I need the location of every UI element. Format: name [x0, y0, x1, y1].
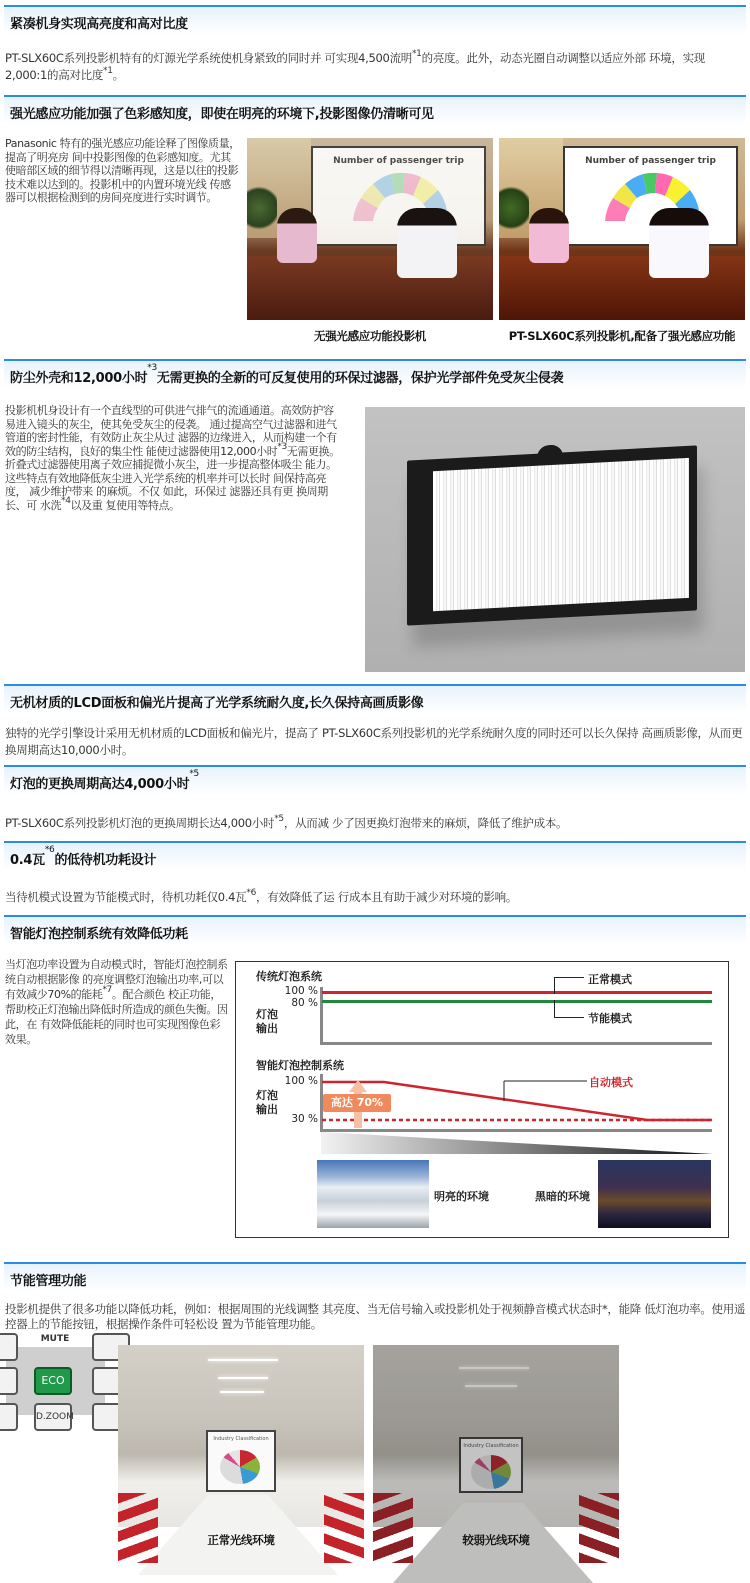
image-caption: 正常光线环境	[207, 1533, 275, 1547]
reduction-badge: 高达 70%	[323, 1094, 391, 1112]
section-header-standby	[4, 841, 746, 871]
meeting-photo-without-daylight-view: Number of passenger trip	[247, 138, 493, 320]
section-title: 紧凑机身实现高亮度和高对比度	[10, 17, 188, 32]
bright-environment-photo	[317, 1160, 429, 1228]
section-title: 0.4瓦$^{*6}$的低待机功耗设计	[10, 845, 157, 868]
air-filter-photo	[365, 407, 745, 672]
room-photo-dim-light: Industry Classification	[373, 1345, 619, 1527]
section-title: 强光感应功能加强了色彩感知度，即使在明亮的环境下,投影图像仍清晰可见	[10, 107, 434, 122]
section-paragraph-standby: 当待机模式设置为节能模式时，待机功耗仅0.4瓦$^{*6}$，有效降低了运 行成本且有助于减少对环境的影响。	[5, 888, 517, 904]
series-normal-mode	[322, 991, 712, 994]
chart-panel-title: 智能灯泡控制系统	[256, 1059, 344, 1072]
remote-control-photo: MUTE ECO D.ZOOM	[6, 1347, 105, 1415]
section-paragraph-lcd: 独特的光学引擎设计采用无机材质的LCD面板和偏光片，提高了 PT-SLX60C系列投影机的光学系统耐久度的同时还可以长久保持 高画质影像，从而更换周期高达10,000小时。	[5, 726, 743, 757]
section-paragraph-daylight: Panasonic 特有的强光感应功能诠释了图像质量，提高了明亮房 间中投影图像的色彩感知度。尤其使暗部区域的细节得以清晰再现，这是以往的投影技术难以达到的。投影机中的内置环境光线 传感器可以根据检测到的房间亮度进行实时调节。	[5, 137, 240, 204]
image-caption: 无强光感应功能投影机	[314, 329, 426, 343]
section-title: 无机材质的LCD面板和偏光片提高了光学系统耐久度,长久保持高画质影像	[10, 696, 424, 711]
section-title: 防尘外壳和12,000小时$^{*3}$无需更换的全新的可反复使用的环保过滤器，保护光学部件免受灰尘侵袭	[10, 363, 564, 386]
y-axis-label: 灯泡输出	[256, 1089, 278, 1116]
meeting-photo-with-daylight-view: Number of passenger trip	[499, 138, 745, 320]
section-paragraph-lamp: PT-SLX60C系列投影机灯泡的更换周期长达4,000小时$^{*5}$，从而减 少了因更换灯泡带来的麻烦，降低了维护成本。	[5, 814, 568, 830]
image-caption: 较弱光线环境	[462, 1533, 530, 1547]
section-header-daylight	[4, 95, 746, 125]
legend-auto-mode: 自动模式	[589, 1076, 633, 1089]
section-paragraph-eco: 投影机提供了很多功能以降低功耗，例如：根据周围的光线调整 其亮度、当无信号输入或投影机处于视频静音模式状态时*，能降 低灯泡功率。使用遥控器上的节能按钮，根据操作条件可轻松设 置为节能管理功能。	[5, 1302, 746, 1331]
section-title: 灯泡的更换周期高达4,000小时$^{*5}$	[10, 769, 199, 792]
section-paragraph-smart-lamp: 当灯泡功率设置为自动模式时，智能灯泡控制系统自动根据影像 的亮度调整灯泡输出功率,可以有效减少70%的能耗$^{*7}$。配合颜色 校正功能，帮助校正灯泡输出降低时所造成的颜色失衡。因此，在 有效降低能耗的同时也可实现图像色彩效果。	[5, 958, 228, 1046]
section-title: 节能管理功能	[10, 1274, 87, 1289]
legend-normal-mode: 正常模式	[588, 973, 632, 986]
chart-panel-title: 传统灯泡系统	[256, 970, 322, 983]
dark-environment-photo	[598, 1160, 711, 1228]
bright-environment-label: 明亮的环境	[434, 1190, 489, 1203]
section-paragraph-compact: PT-SLX60C系列投影机特有的灯源光学系统使机身紧致的同时并 可实现4,500流明$^{*1}$的亮度。此外，动态光圈自动调整以适应外部 环境，实现2,000:1的高对比度$^{*1}$。	[5, 49, 705, 82]
dark-environment-label: 黑暗的环境	[535, 1190, 590, 1203]
section-title: 智能灯泡控制系统有效降低功耗	[10, 927, 188, 942]
brightness-gradient	[321, 1132, 713, 1154]
series-eco-mode	[322, 1000, 712, 1003]
section-header-eco	[4, 1262, 746, 1292]
section-header-filter	[4, 359, 746, 389]
legend-eco-mode: 节能模式	[588, 1012, 632, 1025]
section-header-lamp	[4, 765, 746, 795]
section-header-compact	[4, 5, 746, 35]
section-header-lcd	[4, 684, 746, 714]
section-header-smart-lamp	[4, 915, 746, 945]
y-axis-label: 灯泡输出	[256, 1008, 278, 1035]
image-caption: PT-SLX60C系列投影机,配备了强光感应功能	[508, 329, 736, 343]
section-paragraph-filter: 投影机机身设计有一个直线型的可供进气排气的流通通道。高效防护容易进入镜头的灰尘，使其免受灰尘的侵袭。 通过提高空气过滤器和进气管道的密封性能，有效防止灰尘从过 滤器的边缘进入，从而构建一个有效的防尘结构，良好的集尘性 能使过滤器使用12,000小时$^{*3}$无需更换。 折叠式过滤器使用离子效应捕捉微小灰尘，进一步提高整体吸尘 能力。这些特点有效地降低灰尘进入光学系统的机率并可以长时 间保持高亮度， 减少维护带来 的麻烦。不仅 如此，环保过 滤器还具有更 换周期长、可 水洗$^{*4}$以及重 复使用等特点。	[5, 404, 340, 512]
lamp-output-chart: 传统灯泡系统 100 % 80 % 灯泡输出 正常模式 节能模式 智能灯泡控制系统 100 % 灯泡输出 30 % 自动模式 高达 70% 明亮的环境 黑暗的环境	[235, 961, 729, 1238]
room-photo-normal-light: Industry Classification	[118, 1345, 364, 1527]
eco-button: ECO	[34, 1367, 72, 1395]
